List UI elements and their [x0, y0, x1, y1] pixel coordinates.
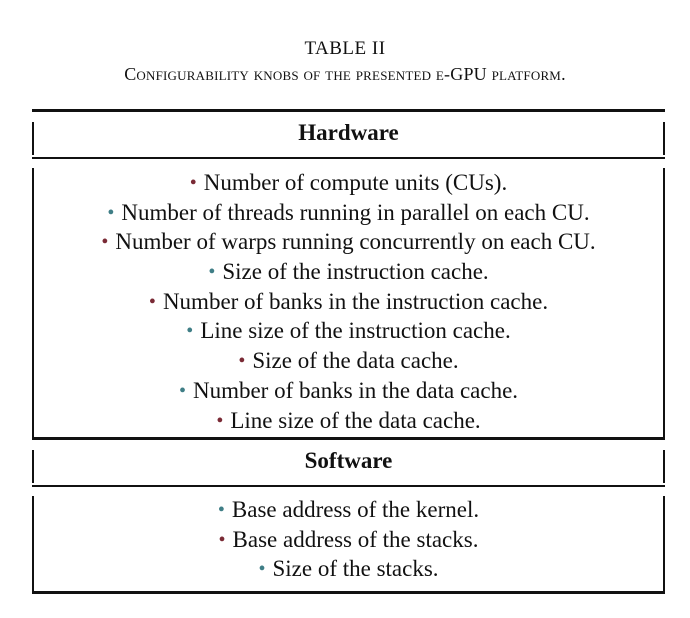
item-text: Number of banks in the data cache. — [192, 377, 519, 403]
software-header-rule — [32, 485, 665, 487]
item-text: Number of threads running in parallel on each CU. — [121, 199, 590, 225]
list-item — [32, 376, 665, 406]
bullet-icon: • — [208, 261, 216, 284]
software-items — [32, 495, 665, 584]
list-item — [32, 525, 665, 555]
item-text: Size of the data cache. — [252, 348, 459, 374]
software-heading: Software — [304, 448, 393, 473]
item-text: Number of compute units (CUs). — [203, 170, 508, 195]
list-item — [32, 198, 665, 228]
list-item — [32, 257, 665, 287]
item-text: Line size of the instruction cache. — [200, 318, 511, 344]
bullet-icon: • — [238, 350, 246, 373]
table-caption-title: TABLE II — [304, 38, 386, 59]
list-item — [32, 495, 665, 525]
list-item — [32, 316, 665, 346]
bullet-icon: • — [148, 290, 156, 313]
list-item — [32, 406, 665, 436]
item-text: Base address of the stacks. — [232, 526, 479, 552]
bullet-icon: • — [258, 558, 266, 581]
top-rule — [32, 109, 665, 112]
bullet-icon: • — [218, 528, 226, 551]
bottom-rule — [32, 591, 665, 594]
bullet-icon: • — [216, 409, 224, 432]
list-item — [32, 554, 665, 584]
hardware-header-rule — [32, 157, 665, 159]
item-text: Base address of the kernel. — [231, 497, 480, 522]
section-divider-rule — [32, 437, 665, 440]
bullet-icon: • — [101, 231, 109, 254]
table-caption-subtitle: Configurability knobs of the presented e-GPU platform. — [124, 64, 566, 84]
bullet-icon: • — [217, 499, 225, 521]
list-item — [32, 168, 665, 198]
list-item — [32, 346, 665, 376]
bullet-icon: • — [186, 320, 194, 343]
bullet-icon: • — [178, 379, 186, 402]
item-text: Number of warps running concurrently on each CU. — [115, 229, 596, 255]
list-item — [32, 287, 665, 317]
item-text: Size of the instruction cache. — [222, 259, 489, 285]
bullet-icon: • — [107, 201, 115, 224]
item-text: Size of the stacks. — [272, 556, 439, 582]
hardware-heading: Hardware — [298, 120, 399, 145]
hardware-items — [32, 168, 665, 435]
item-text: Line size of the data cache. — [230, 407, 481, 433]
bullet-icon: • — [189, 172, 197, 194]
item-text: Number of banks in the instruction cache. — [162, 288, 549, 314]
list-item — [32, 227, 665, 257]
